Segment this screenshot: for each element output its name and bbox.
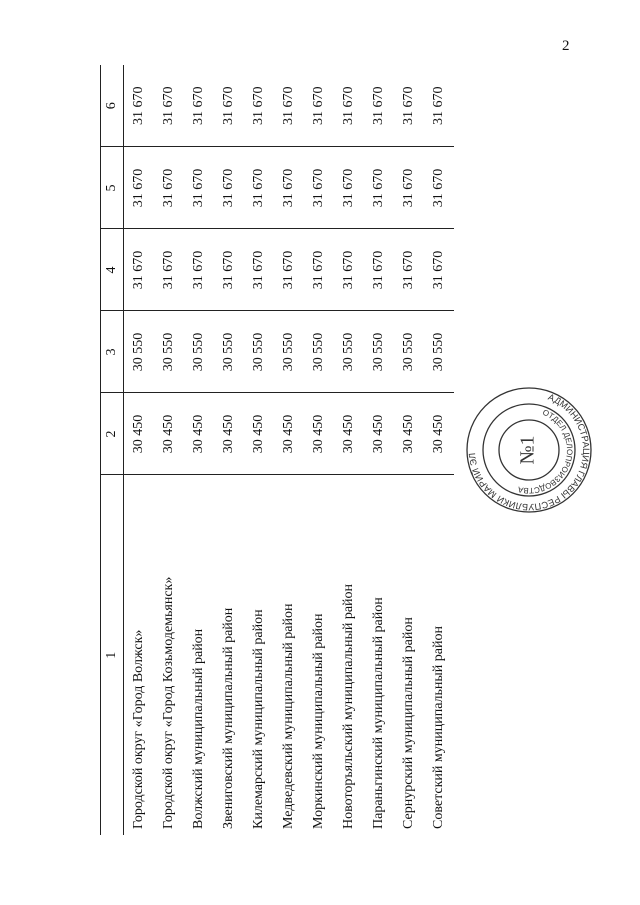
table-row (154, 65, 184, 835)
row-value-col-2: 30 450 (334, 393, 364, 475)
data-table (100, 65, 454, 835)
row-value-col-6: 31 670 (244, 65, 274, 147)
row-value-col-2: 30 450 (124, 393, 155, 475)
row-value-col-2: 30 450 (274, 393, 304, 475)
header-col-2: 2 (101, 393, 124, 475)
table-row (304, 65, 334, 835)
row-value-col-3: 30 550 (124, 311, 155, 393)
row-value-col-3: 30 550 (244, 311, 274, 393)
row-value-col-3: 30 550 (154, 311, 184, 393)
row-value-col-6: 31 670 (394, 65, 424, 147)
header-row (101, 65, 124, 835)
row-value-col-3: 30 550 (274, 311, 304, 393)
row-value-col-2: 30 450 (214, 393, 244, 475)
row-value-col-2: 30 450 (154, 393, 184, 475)
table-row (274, 65, 304, 835)
header-col-4: 4 (101, 229, 124, 311)
row-name: Параньгинский муниципальный район (371, 597, 386, 829)
row-value-col-6: 31 670 (424, 65, 454, 147)
row-value-col-4: 31 670 (214, 229, 244, 311)
row-value-col-3: 30 550 (394, 311, 424, 393)
row-value-col-3: 30 550 (334, 311, 364, 393)
row-value-col-5: 31 670 (154, 147, 184, 229)
row-name: Моркинский муниципальный район (311, 613, 326, 829)
stamp-inner-text: ОТДЕЛ ДЕЛОПРОИЗВОДСТВА (517, 407, 575, 496)
row-value-col-5: 31 670 (274, 147, 304, 229)
row-value-col-5: 31 670 (244, 147, 274, 229)
row-value-col-4: 31 670 (364, 229, 394, 311)
table-row (424, 65, 454, 835)
row-name: Сернурский муниципальный район (401, 617, 416, 829)
row-value-col-6: 31 670 (364, 65, 394, 147)
table-row (184, 65, 214, 835)
row-value-col-6: 31 670 (184, 65, 214, 147)
row-value-col-2: 30 450 (364, 393, 394, 475)
table-row (214, 65, 244, 835)
row-value-col-6: 31 670 (334, 65, 364, 147)
row-value-col-3: 30 550 (424, 311, 454, 393)
row-value-col-6: 31 670 (154, 65, 184, 147)
row-value-col-4: 31 670 (274, 229, 304, 311)
official-stamp (464, 385, 594, 515)
header-col-1: 1 (101, 475, 124, 835)
table-row (334, 65, 364, 835)
row-name: Звениговский муниципальный район (221, 607, 236, 829)
row-value-col-2: 30 450 (244, 393, 274, 475)
table-row (244, 65, 274, 835)
row-value-col-3: 30 550 (364, 311, 394, 393)
row-value-col-4: 31 670 (424, 229, 454, 311)
row-value-col-5: 31 670 (394, 147, 424, 229)
table-row (364, 65, 394, 835)
row-name: Городской округ «Город Волжск» (131, 629, 146, 829)
row-name: Медведевский муниципальный район (281, 603, 296, 829)
row-value-col-4: 31 670 (154, 229, 184, 311)
stamp-outer-text: АДМИНИСТРАЦИЯ ГЛАВЫ РЕСПУБЛИКИ МАРИЙ ЭЛ (467, 391, 592, 513)
row-value-col-4: 31 670 (394, 229, 424, 311)
row-value-col-6: 31 670 (274, 65, 304, 147)
row-value-col-5: 31 670 (364, 147, 394, 229)
row-name: Килемарский муниципальный район (251, 609, 266, 829)
header-col-3: 3 (101, 311, 124, 393)
row-name: Советский муниципальный район (431, 626, 446, 829)
row-value-col-3: 30 550 (184, 311, 214, 393)
row-value-col-4: 31 670 (184, 229, 214, 311)
row-value-col-6: 31 670 (214, 65, 244, 147)
row-value-col-3: 30 550 (214, 311, 244, 393)
row-value-col-5: 31 670 (424, 147, 454, 229)
row-name: Волжский муниципальный район (191, 628, 206, 829)
table-row (394, 65, 424, 835)
row-value-col-5: 31 670 (214, 147, 244, 229)
row-value-col-4: 31 670 (124, 229, 155, 311)
row-value-col-5: 31 670 (304, 147, 334, 229)
row-value-col-2: 30 450 (304, 393, 334, 475)
row-value-col-4: 31 670 (244, 229, 274, 311)
row-value-col-5: 31 670 (124, 147, 155, 229)
row-value-col-3: 30 550 (304, 311, 334, 393)
row-value-col-2: 30 450 (394, 393, 424, 475)
table-row (124, 65, 155, 835)
page-number: 2 (562, 38, 570, 54)
header-col-5: 5 (101, 147, 124, 229)
stamp-number: №1 (516, 435, 539, 465)
row-name: Новоторъяльский муниципальный район (341, 583, 356, 829)
row-value-col-6: 31 670 (124, 65, 155, 147)
row-value-col-4: 31 670 (304, 229, 334, 311)
row-value-col-6: 31 670 (304, 65, 334, 147)
row-value-col-2: 30 450 (184, 393, 214, 475)
row-value-col-4: 31 670 (334, 229, 364, 311)
table-body (124, 65, 455, 835)
row-value-col-5: 31 670 (334, 147, 364, 229)
row-value-col-5: 31 670 (184, 147, 214, 229)
row-name: Городской округ «Город Козьмодемьянск» (161, 576, 176, 829)
header-col-6: 6 (101, 65, 124, 147)
row-value-col-2: 30 450 (424, 393, 454, 475)
